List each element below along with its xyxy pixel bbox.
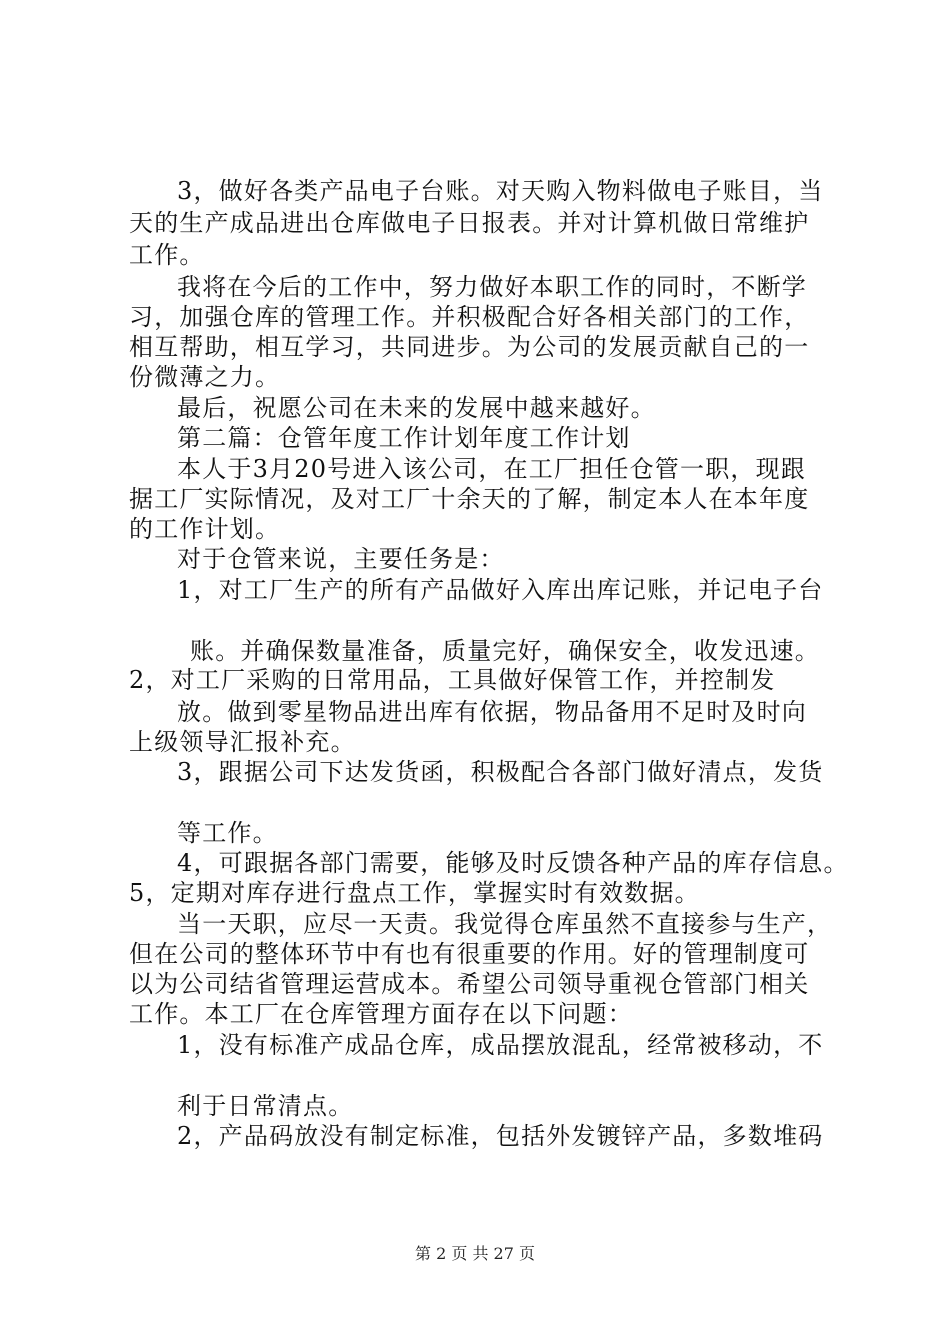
text-line: 对于仓管来说，主要任务是： <box>177 545 505 573</box>
text-line: 3，跟据公司下达发货函，积极配合各部门做好清点，发货 <box>177 758 824 786</box>
text-line: 工作。本工厂在仓库管理方面存在以下问题： <box>129 1000 633 1028</box>
text-line: 据工厂实际情况，及对工厂十余天的了解，制定本人在本年度 <box>129 485 810 513</box>
text-line: 最后，祝愿公司在未来的发展中越来越好。 <box>177 394 656 422</box>
text-line: 的工作计划。 <box>129 515 281 543</box>
text-line: 第二篇：仓管年度工作计划年度工作计划 <box>177 424 631 452</box>
text-line: 当一天职，应尽一天责。我觉得仓库虽然不直接参与生产， <box>177 910 833 938</box>
page-number-footer: 第 2 页 共 27 页 <box>415 1244 535 1263</box>
text-line: 上级领导汇报补充。 <box>129 728 356 756</box>
text-line: 天的生产成品进出仓库做电子日报表。并对计算机做日常维护 <box>129 209 810 237</box>
text-line: 1，对工厂生产的所有产品做好入库出库记账，并记电子台 <box>177 576 824 604</box>
text-line: 2，产品码放没有制定标准，包括外发镀锌产品，多数堆码 <box>177 1122 824 1150</box>
text-line: 5，定期对库存进行盘点工作，掌握实时有效数据。 <box>129 879 700 907</box>
text-line: 1，没有标准产成品仓库，成品摆放混乱，经常被移动，不 <box>177 1031 824 1059</box>
text-line: 4，可跟据各部门需要，能够及时反馈各种产品的库存信息。 <box>177 849 849 877</box>
text-line: 工作。 <box>129 241 205 269</box>
text-line: 账。并确保数量准备，质量完好，确保安全，收发迅速。 <box>190 637 820 665</box>
text-line: 份微薄之力。 <box>129 363 281 391</box>
text-line: 2，对工厂采购的日常用品，工具做好保管工作，并控制发 <box>129 666 776 694</box>
text-line: 但在公司的整体环节中有也有很重要的作用。好的管理制度可 <box>129 940 810 968</box>
text-line: 利于日常清点。 <box>177 1092 354 1120</box>
text-line: 我将在今后的工作中，努力做好本职工作的同时，不断学 <box>177 273 807 301</box>
text-line: 相互帮助，相互学习，共同进步。为公司的发展贡献自己的一 <box>129 333 810 361</box>
text-line: 以为公司结省管理运营成本。希望公司领导重视仓管部门相关 <box>129 970 810 998</box>
text-line: 3，做好各类产品电子台账。对天购入物料做电子账目，当 <box>177 177 824 205</box>
text-line: 放。做到零星物品进出库有依据，物品备用不足时及时向 <box>177 698 807 726</box>
text-line: 习，加强仓库的管理工作。并积极配合好各相关部门的工作， <box>129 303 810 331</box>
text-line: 等工作。 <box>177 819 278 847</box>
text-line: 本人于3月20号进入该公司，在工厂担任仓管一职，现跟 <box>177 455 807 483</box>
